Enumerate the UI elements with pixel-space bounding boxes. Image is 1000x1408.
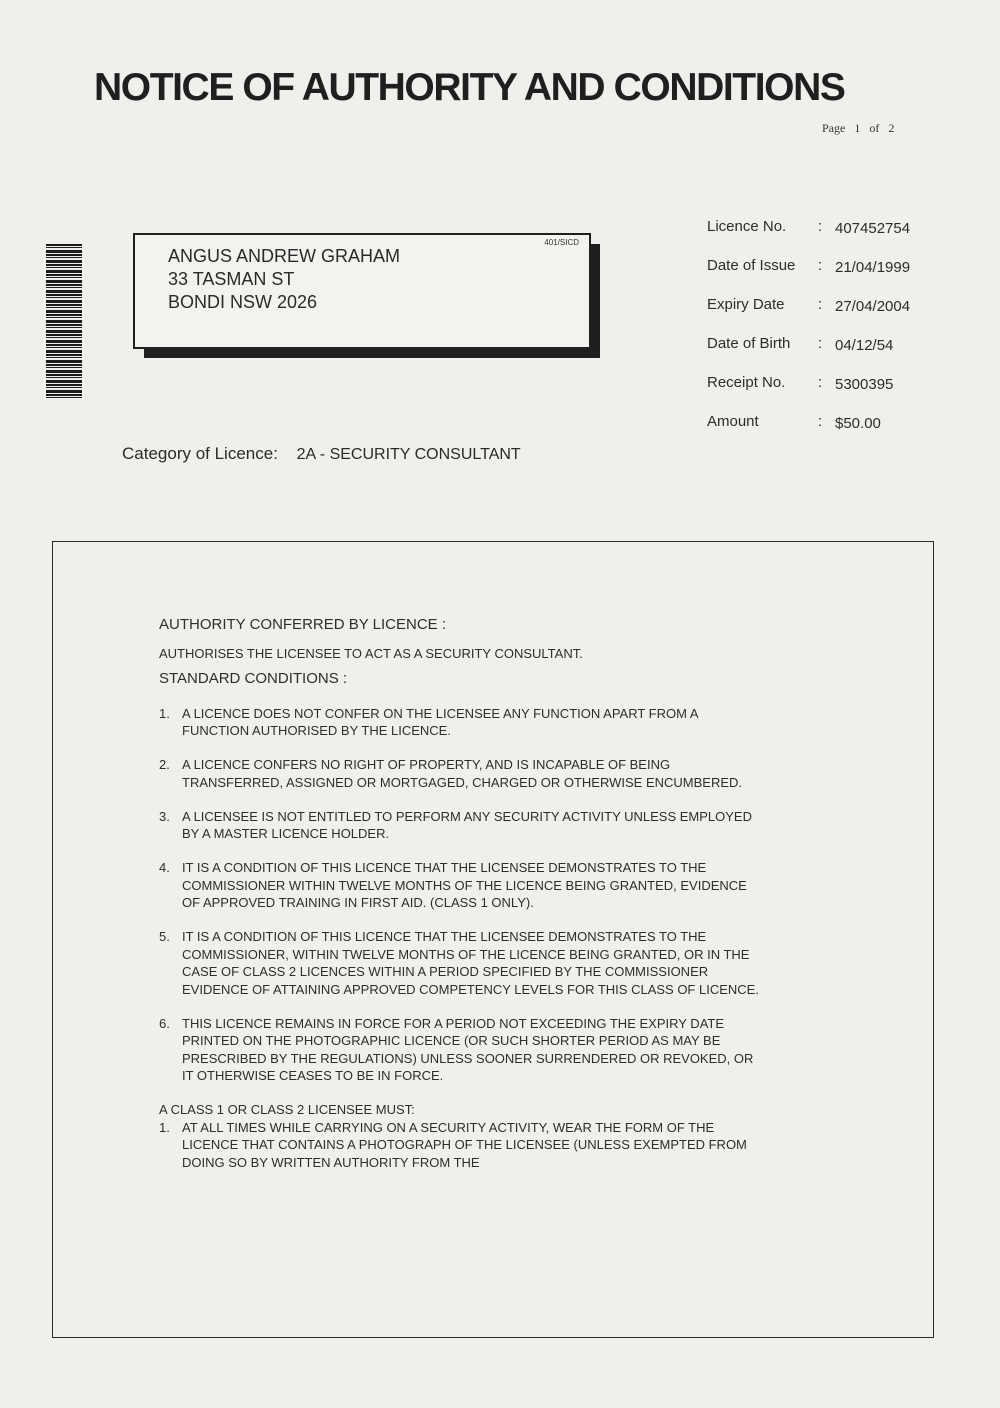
- detail-value: 04/12/54: [835, 337, 894, 354]
- condition-text: IT IS A CONDITION OF THIS LICENCE THAT THE LICENSEE DEMONSTRATES TO THE COMMISSIONER WITHIN TWELVE MONTHS OF THE LICENCE BEING GRANTED, EVIDENCE OF APPROVED TRAINING IN FIRST AID. (CLASS 1 ONLY).: [182, 860, 747, 910]
- address-street: 33 TASMAN ST: [168, 269, 295, 289]
- condition-text: A LICENCE CONFERS NO RIGHT OF PROPERTY, AND IS INCAPABLE OF BEING TRANSFERRED, ASSIGNED OR MORTGAGED, CHARGED OR OTHERWISE ENCUMBERED.: [182, 757, 743, 790]
- condition-item: [159, 1015, 759, 1085]
- detail-colon: :: [818, 257, 823, 274]
- detail-colon: :: [818, 413, 823, 430]
- licence-category: [122, 444, 521, 464]
- page-total: 2: [888, 121, 895, 135]
- detail-licence-no: [707, 214, 967, 253]
- condition-item: [159, 928, 759, 998]
- condition-text: THIS LICENCE REMAINS IN FORCE FOR A PERIOD NOT EXCEEDING THE EXPIRY DATE PRINTED ON THE PHOTOGRAPHIC LICENCE (OR SUCH SHORTER PERIOD AS MAY BE PRESCRIBED BY THE REGULATIONS) UNLESS SOONER SURRENDERED OR REVOKED, OR IT OTHERWISE CEASES TO BE IN FORCE.: [182, 1015, 754, 1083]
- condition-number: 4.: [159, 860, 170, 875]
- document-title: NOTICE OF AUTHORITY AND CONDITIONS: [94, 66, 845, 109]
- page-of: of: [869, 121, 880, 135]
- condition-number: 2.: [159, 757, 170, 772]
- condition-text: A LICENCE DOES NOT CONFER ON THE LICENSEE ANY FUNCTION APART FROM A FUNCTION AUTHORISED BY THE LICENCE.: [182, 705, 698, 738]
- licence-details: [707, 214, 967, 448]
- condition-text: A LICENSEE IS NOT ENTITLED TO PERFORM ANY SECURITY ACTIVITY UNLESS EMPLOYED BY A MASTER LICENCE HOLDER.: [182, 808, 752, 841]
- category-value: 2A - SECURITY CONSULTANT: [296, 446, 521, 463]
- condition-number: 1.: [159, 1119, 170, 1135]
- detail-expiry-date: [707, 292, 967, 331]
- authority-text: AUTHORISES THE LICENSEE TO ACT AS A SECURITY CONSULTANT.: [159, 645, 583, 661]
- address-box: [133, 233, 591, 349]
- detail-colon: :: [818, 374, 823, 391]
- detail-colon: :: [818, 335, 823, 352]
- condition-number: 5.: [159, 929, 170, 944]
- detail-amount: [707, 409, 967, 448]
- condition-item: [159, 756, 759, 791]
- condition-number: 6.: [159, 1015, 170, 1031]
- condition-number: 3.: [159, 808, 170, 824]
- condition-item: [159, 859, 759, 912]
- address-name: ANGUS ANDREW GRAHAM: [168, 246, 401, 266]
- category-label: Category of Licence:: [122, 444, 278, 463]
- detail-label: Receipt No.: [707, 374, 786, 391]
- detail-label: Date of Issue: [707, 257, 796, 274]
- page-indicator: [822, 121, 900, 136]
- address-lines: [168, 245, 400, 314]
- detail-value: $50.00: [835, 415, 881, 432]
- barcode-icon: [46, 244, 82, 400]
- condition-item: [159, 705, 759, 740]
- detail-label: Amount: [707, 413, 759, 430]
- detail-label: Licence No.: [707, 218, 787, 235]
- conditions-body: [159, 616, 759, 1171]
- authority-heading: AUTHORITY CONFERRED BY LICENCE :: [159, 616, 446, 633]
- page-current: 1: [854, 121, 861, 135]
- class-condition-item: [159, 1119, 759, 1172]
- address-box-code: 401/SICD: [544, 238, 579, 247]
- condition-text: AT ALL TIMES WHILE CARRYING ON A SECURITY ACTIVITY, WEAR THE FORM OF THE LICENCE THAT CONTAINS A PHOTOGRAPH OF THE LICENSEE (UNLESS EXEMPTED FROM DOING SO BY WRITTEN AUTHORITY FROM THE: [182, 1119, 747, 1170]
- condition-item: [159, 808, 759, 843]
- condition-number: 1.: [159, 705, 170, 721]
- detail-value: 27/04/2004: [835, 298, 911, 315]
- detail-date-of-issue: [707, 253, 967, 292]
- detail-value: 5300395: [835, 376, 894, 393]
- condition-text: IT IS A CONDITION OF THIS LICENCE THAT THE LICENSEE DEMONSTRATES TO THE COMMISSIONER, WITHIN TWELVE MONTHS OF THE LICENCE BEING GRANTED, OR IN THE CASE OF CLASS 2 LICENCES WITHIN A PERIOD SPECIFIED BY THE COMMISSIONER EVIDENCE OF ATTAINING APPROVED COMPETENCY LEVELS FOR THIS CLASS OF LICENCE.: [182, 929, 759, 997]
- detail-value: 407452754: [835, 220, 911, 237]
- detail-date-of-birth: [707, 331, 967, 370]
- address-suburb: BONDI NSW 2026: [168, 292, 318, 312]
- standard-conditions-heading: STANDARD CONDITIONS :: [159, 670, 348, 687]
- page-label: Page: [822, 121, 846, 135]
- detail-colon: :: [818, 218, 823, 235]
- detail-label: Expiry Date: [707, 296, 785, 313]
- detail-label: Date of Birth: [707, 335, 791, 352]
- detail-colon: :: [818, 296, 823, 313]
- class-conditions-heading: A CLASS 1 OR CLASS 2 LICENSEE MUST:: [159, 1102, 415, 1117]
- detail-receipt-no: [707, 370, 967, 409]
- detail-value: 21/04/1999: [835, 259, 911, 276]
